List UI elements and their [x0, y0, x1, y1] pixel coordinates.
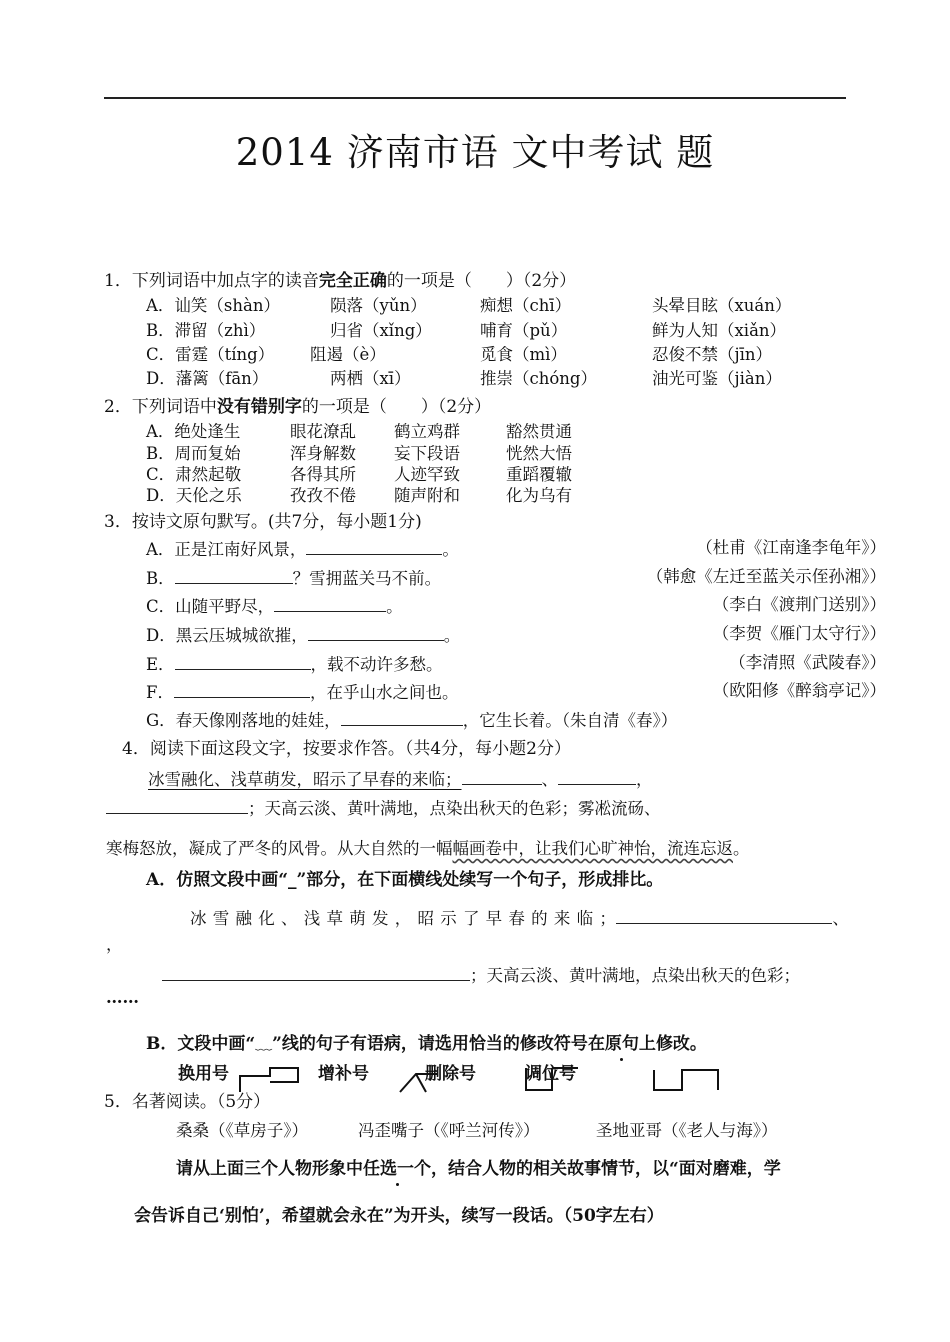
q3-item: A．正是江南好风景， 。	[146, 540, 459, 559]
q2-option-cell: 妄下段语	[394, 444, 460, 463]
position-symbol-icon	[652, 1066, 722, 1094]
q4-passage-line2: ；天高云淡、黄叶满地，点染出秋天的色彩；雾凇流砀、	[106, 799, 661, 818]
q4a-line2: ，	[106, 935, 123, 954]
q1-option-cell: 归省（xǐng）	[330, 321, 432, 340]
q4a-line1: 冰 雪 融 化 、 浅 草 萌 发 ， 昭 示 了 早 春 的 来 临 ； 、	[190, 909, 850, 928]
q4a-line3: ；天高云淡、黄叶满地，点染出秋天的色彩；	[162, 966, 800, 985]
q1-option-cell: C．雷霆（tíng）	[146, 345, 275, 364]
q3-source: （李白《渡荆门送别》）	[712, 595, 886, 614]
q4-passage-line3: 寒梅怒放，凝成了严冬的风骨。从大自然的一幅幅画卷中，让我们心旷神怡，流连忘返。	[106, 839, 750, 858]
answer-blank	[175, 569, 293, 584]
q1-option-cell: 忍俊不禁（jīn）	[652, 345, 773, 364]
symbol-label-replace: 换用号	[178, 1064, 229, 1084]
q3-source: （杜甫《江南逢李龟年》）	[696, 538, 886, 557]
q4-passage-line1: 冰雪融化、浅草萌发，昭示了早春的来临； 、 ，	[148, 770, 653, 789]
q1-option-cell: 鲜为人知（xiǎn）	[652, 321, 787, 340]
q1-option-cell: 油光可鉴（jiàn）	[652, 369, 782, 388]
answer-blank	[306, 540, 442, 555]
q3-stem: 3．按诗文原句默写。(共7分，每小题1分)	[104, 512, 422, 532]
q2-option-cell: 恍然大悟	[506, 444, 572, 463]
q2-option-cell: C．肃然起敬	[146, 465, 242, 484]
q2-option-cell: 化为乌有	[506, 486, 572, 505]
q3-source: （李贺《雁门太守行》）	[712, 624, 886, 643]
q1-stem: 1．下列词语中加点字的读音完全正确的一项是（ ）（2分）	[104, 271, 577, 291]
q5-char-3: 圣地亚哥（《老人与海》）	[596, 1121, 778, 1140]
q4-stem: 4．阅读下面这段文字，按要求作答。（共4分，每小题2分）	[122, 739, 571, 759]
q5-char-2: 冯歪嘴子（《呼兰河传》）	[358, 1121, 540, 1140]
replace-symbol-icon	[236, 1062, 302, 1096]
q2-option-cell: 鹤立鸡群	[394, 422, 460, 441]
q5-stem: 5．名著阅读。（5分）	[104, 1092, 271, 1112]
q2-option-cell: 眼花潦乱	[290, 422, 356, 441]
q3-item: E． ，载不动许多愁。	[146, 655, 443, 674]
q5-char-1: 桑桑（《草房子》）	[176, 1121, 308, 1140]
q1-option-cell: A．讪笑（shàn）	[146, 296, 280, 315]
q1-option-cell: 头晕目眩（xuán）	[652, 296, 792, 315]
q4b-stem: B．文段中画“﹏”线的句子有语病，请选用恰当的修改符号在原句上修改。	[146, 1034, 707, 1054]
q4a-stem: A．仿照文段中画“_”部分，在下面横线处续写一个句子，形成排比。	[146, 870, 664, 890]
q2-option-cell: B．周而复始	[146, 444, 241, 463]
q2-option-cell: 人迹罕致	[394, 465, 460, 484]
q4a-ellipsis: ……	[106, 988, 139, 1007]
q3-source: （欧阳修《醉翁亭记》）	[712, 681, 886, 700]
insert-symbol-icon	[392, 1062, 442, 1096]
q3-item: D．黑云压城城欲摧， 。	[146, 626, 461, 645]
q2-option-cell: 浑身解数	[290, 444, 356, 463]
q3-item: C．山随平野尽， 。	[146, 597, 403, 616]
q2-stem: 2．下列词语中没有错别字的一项是（ ）（2分）	[104, 397, 492, 417]
q2-option-cell: 孜孜不倦	[290, 486, 356, 505]
q1-option-cell: 陨落（yǔn）	[330, 296, 427, 315]
q5-instruction-line2: 会告诉自己‘别怕’，希望就会永在”为开头，续写一段话。（50字左右）	[134, 1206, 664, 1226]
q1-option-cell: 推崇（chóng）	[480, 369, 597, 388]
q1-option-cell: 阻遏（è）	[310, 345, 386, 364]
q5-instruction-line1: 请从上面三个人物形象中任选一个，结合人物的相关故事情节，以“面对磨难，学	[176, 1159, 781, 1179]
q2-option-cell: 豁然贯通	[506, 422, 572, 441]
q3-item: G．春天像刚落地的娃娃， ，它生长着。（朱自清《春》）	[146, 711, 678, 730]
q2-option-cell: 随声附和	[394, 486, 460, 505]
wavy-sentence: 幅画卷中，让我们心旷神怡，流连忘返	[452, 839, 733, 858]
q2-option-cell: D．天伦之乐	[146, 486, 242, 505]
answer-blank	[274, 597, 386, 612]
q2-option-cell: 重蹈覆辙	[506, 465, 572, 484]
q3-source: （李清照《武陵春》）	[729, 653, 886, 672]
q3-item: F． ，在乎山水之间也。	[146, 683, 459, 702]
swap-symbol-icon	[520, 1062, 582, 1096]
symbol-label-insert: 增补号	[318, 1064, 369, 1084]
q3-item: B． ？雪拥蓝关马不前。	[146, 569, 442, 588]
q1-option-cell: 痴想（chī）	[480, 296, 572, 315]
answer-blank	[175, 655, 311, 670]
q2-option-cell: 各得其所	[290, 465, 356, 484]
q1-option-cell: B．滞留（zhì）	[146, 321, 266, 340]
q2-option-cell: A．绝处逢生	[146, 422, 241, 441]
header-rule	[104, 97, 846, 99]
q1-option-cell: 哺育（pǔ）	[480, 321, 568, 340]
q1-option-cell: 觅食（mì）	[480, 345, 567, 364]
symbol-label-swap: 调位号	[525, 1064, 576, 1084]
q1-option-cell: D．藩篱（fān）	[146, 369, 269, 388]
answer-blank	[308, 626, 444, 641]
answer-blank	[174, 683, 310, 698]
q3-source: （韩愈《左迁至蓝关示侄孙湘》）	[646, 567, 886, 586]
answer-blank	[341, 711, 463, 726]
symbol-label-delete: 删除号	[425, 1064, 476, 1084]
page-title: 2014 济南市语 文中考试 题	[235, 131, 715, 174]
q1-option-cell: 两栖（xī）	[330, 369, 411, 388]
